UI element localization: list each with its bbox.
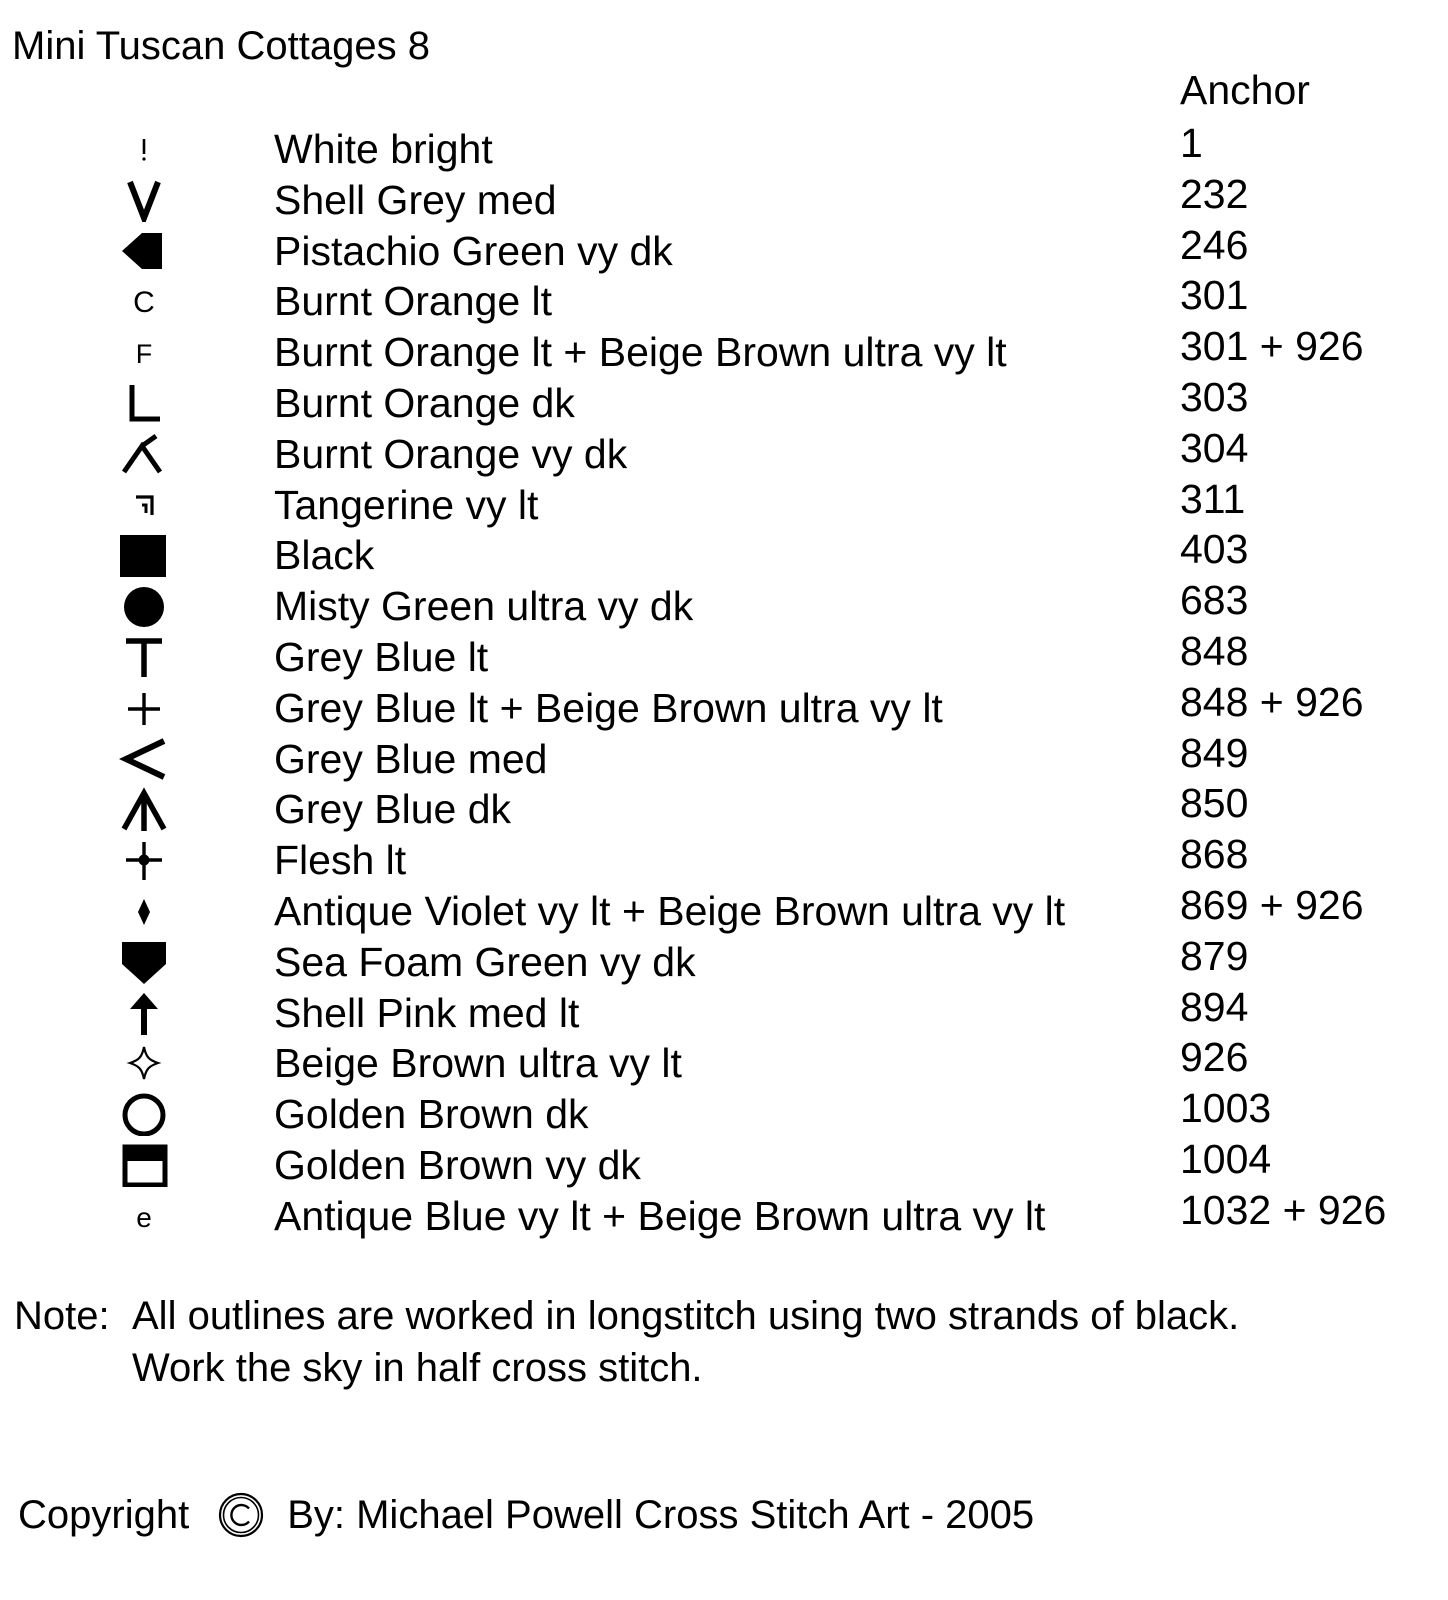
thread-name: Grey Blue lt + Beige Brown ultra vy lt	[274, 684, 943, 731]
lambda-icon	[116, 432, 172, 476]
anchor-column-header: Anchor	[1180, 67, 1310, 113]
thread-name: Shell Grey med	[274, 176, 557, 223]
thread-name: Burnt Orange vy dk	[274, 430, 628, 477]
copyright-label: Copyright	[18, 1493, 190, 1537]
note-line-1: All outlines are worked in longstitch using two strands of black.	[132, 1294, 1240, 1338]
outline-circle-icon	[116, 1092, 172, 1136]
svg-text:F: F	[135, 339, 153, 370]
letter-e-icon	[116, 1194, 172, 1238]
thread-name: Antique Violet vy lt + Beige Brown ultra vy lt	[274, 887, 1066, 934]
filled-square-icon	[116, 533, 172, 577]
thread-name: Beige Brown ultra vy lt	[274, 1040, 682, 1087]
note-line-2: Work the sky in half cross stitch.	[132, 1346, 703, 1390]
plus-icon	[116, 686, 172, 730]
key-row	[0, 1034, 1448, 1089]
anchor-number: 894	[1180, 983, 1249, 1030]
key-row	[0, 170, 1448, 226]
anchor-number: 683	[1180, 577, 1249, 624]
anchor-number: 303	[1180, 373, 1249, 420]
key-row	[0, 1186, 1448, 1242]
key-row	[0, 120, 1448, 175]
less-than-icon	[116, 737, 172, 781]
copyright-line	[18, 1490, 1034, 1540]
anchor-number: 1032 + 926	[1180, 1186, 1387, 1233]
key-row	[0, 424, 1448, 480]
anchor-number: 848	[1180, 627, 1249, 674]
key-row	[0, 221, 1448, 277]
thread-name: Tangerine vy lt	[274, 481, 539, 528]
copyright-circle-icon	[217, 1491, 265, 1539]
v-chevron-icon	[116, 178, 172, 222]
left-pointer-block-icon	[116, 229, 172, 273]
filled-circle-icon	[116, 584, 172, 628]
thread-name: White bright	[274, 126, 493, 172]
key-row	[0, 780, 1448, 835]
thread-name: Burnt Orange dk	[274, 379, 575, 426]
letter-t-icon	[116, 635, 172, 679]
letter-c-icon	[116, 279, 172, 323]
thread-name: Flesh lt	[274, 837, 407, 884]
key-row	[0, 475, 1448, 531]
anchor-number: 246	[1180, 221, 1249, 268]
key-row	[0, 272, 1448, 327]
anchor-number: 301	[1180, 272, 1249, 319]
small-diamond-icon	[116, 889, 172, 933]
key-row	[0, 983, 1448, 1039]
anchor-number: 879	[1180, 932, 1249, 979]
key-row	[0, 526, 1448, 581]
thread-name: Burnt Orange lt	[274, 278, 553, 325]
half-filled-square-icon	[116, 1143, 172, 1187]
page-title: Mini Tuscan Cottages 8	[12, 24, 430, 68]
letter-l-icon	[116, 381, 172, 425]
anchor-number: 304	[1180, 424, 1249, 471]
svg-text:e: e	[136, 1201, 152, 1233]
thread-key-table	[0, 120, 1448, 1242]
down-pointer-block-icon	[116, 940, 172, 984]
thread-name: Shell Pink med lt	[274, 989, 580, 1036]
anchor-number: 926	[1180, 1034, 1249, 1081]
key-row	[0, 678, 1448, 734]
key-row	[0, 627, 1448, 683]
thread-name: Golden Brown vy dk	[274, 1141, 641, 1188]
thread-name: Black	[274, 532, 375, 579]
key-row	[0, 373, 1448, 429]
anchor-number: 1	[1180, 120, 1203, 166]
key-row	[0, 831, 1448, 886]
key-row	[0, 932, 1448, 988]
svg-text:C: C	[133, 286, 155, 320]
key-row	[0, 577, 1448, 632]
key-row	[0, 323, 1448, 378]
anchor-number: 232	[1180, 170, 1249, 217]
anchor-number: 849	[1180, 729, 1249, 776]
thread-name: Burnt Orange lt + Beige Brown ultra vy lt	[274, 329, 1007, 376]
up-arrowhead-icon	[116, 787, 172, 831]
thread-name: Misty Green ultra vy dk	[274, 583, 694, 630]
thread-name: Antique Blue vy lt + Beige Brown ultra vy lt	[274, 1192, 1046, 1239]
key-row	[0, 881, 1448, 937]
up-arrow-icon	[116, 991, 172, 1035]
exclamation-icon	[116, 127, 172, 171]
letter-f-icon	[116, 330, 172, 374]
thread-name: Grey Blue dk	[274, 786, 511, 833]
anchor-number: 850	[1180, 780, 1249, 827]
thread-name: Pistachio Green vy dk	[274, 227, 673, 274]
anchor-number: 1004	[1180, 1135, 1272, 1182]
thread-name: Sea Foam Green vy dk	[274, 938, 696, 985]
copyright-byline: By: Michael Powell Cross Stitch Art - 2005	[287, 1493, 1035, 1537]
anchor-number: 301 + 926	[1180, 323, 1364, 370]
key-row	[0, 729, 1448, 785]
key-row	[0, 1135, 1448, 1191]
small-bracket-icon	[116, 483, 172, 527]
thread-name: Grey Blue lt	[274, 633, 489, 680]
note-label: Note:	[14, 1294, 110, 1338]
anchor-number: 848 + 926	[1180, 678, 1364, 725]
thread-name: Golden Brown dk	[274, 1091, 589, 1138]
anchor-number: 868	[1180, 831, 1249, 878]
outline-star-icon	[116, 1041, 172, 1085]
thread-name: Grey Blue med	[274, 735, 548, 782]
anchor-number: 869 + 926	[1180, 881, 1364, 928]
anchor-number: 311	[1180, 475, 1246, 522]
note-block	[14, 1290, 1239, 1394]
anchor-number: 403	[1180, 526, 1249, 573]
key-row	[0, 1085, 1448, 1140]
anchor-number: 1003	[1180, 1085, 1272, 1132]
cross-dot-icon	[116, 838, 172, 882]
